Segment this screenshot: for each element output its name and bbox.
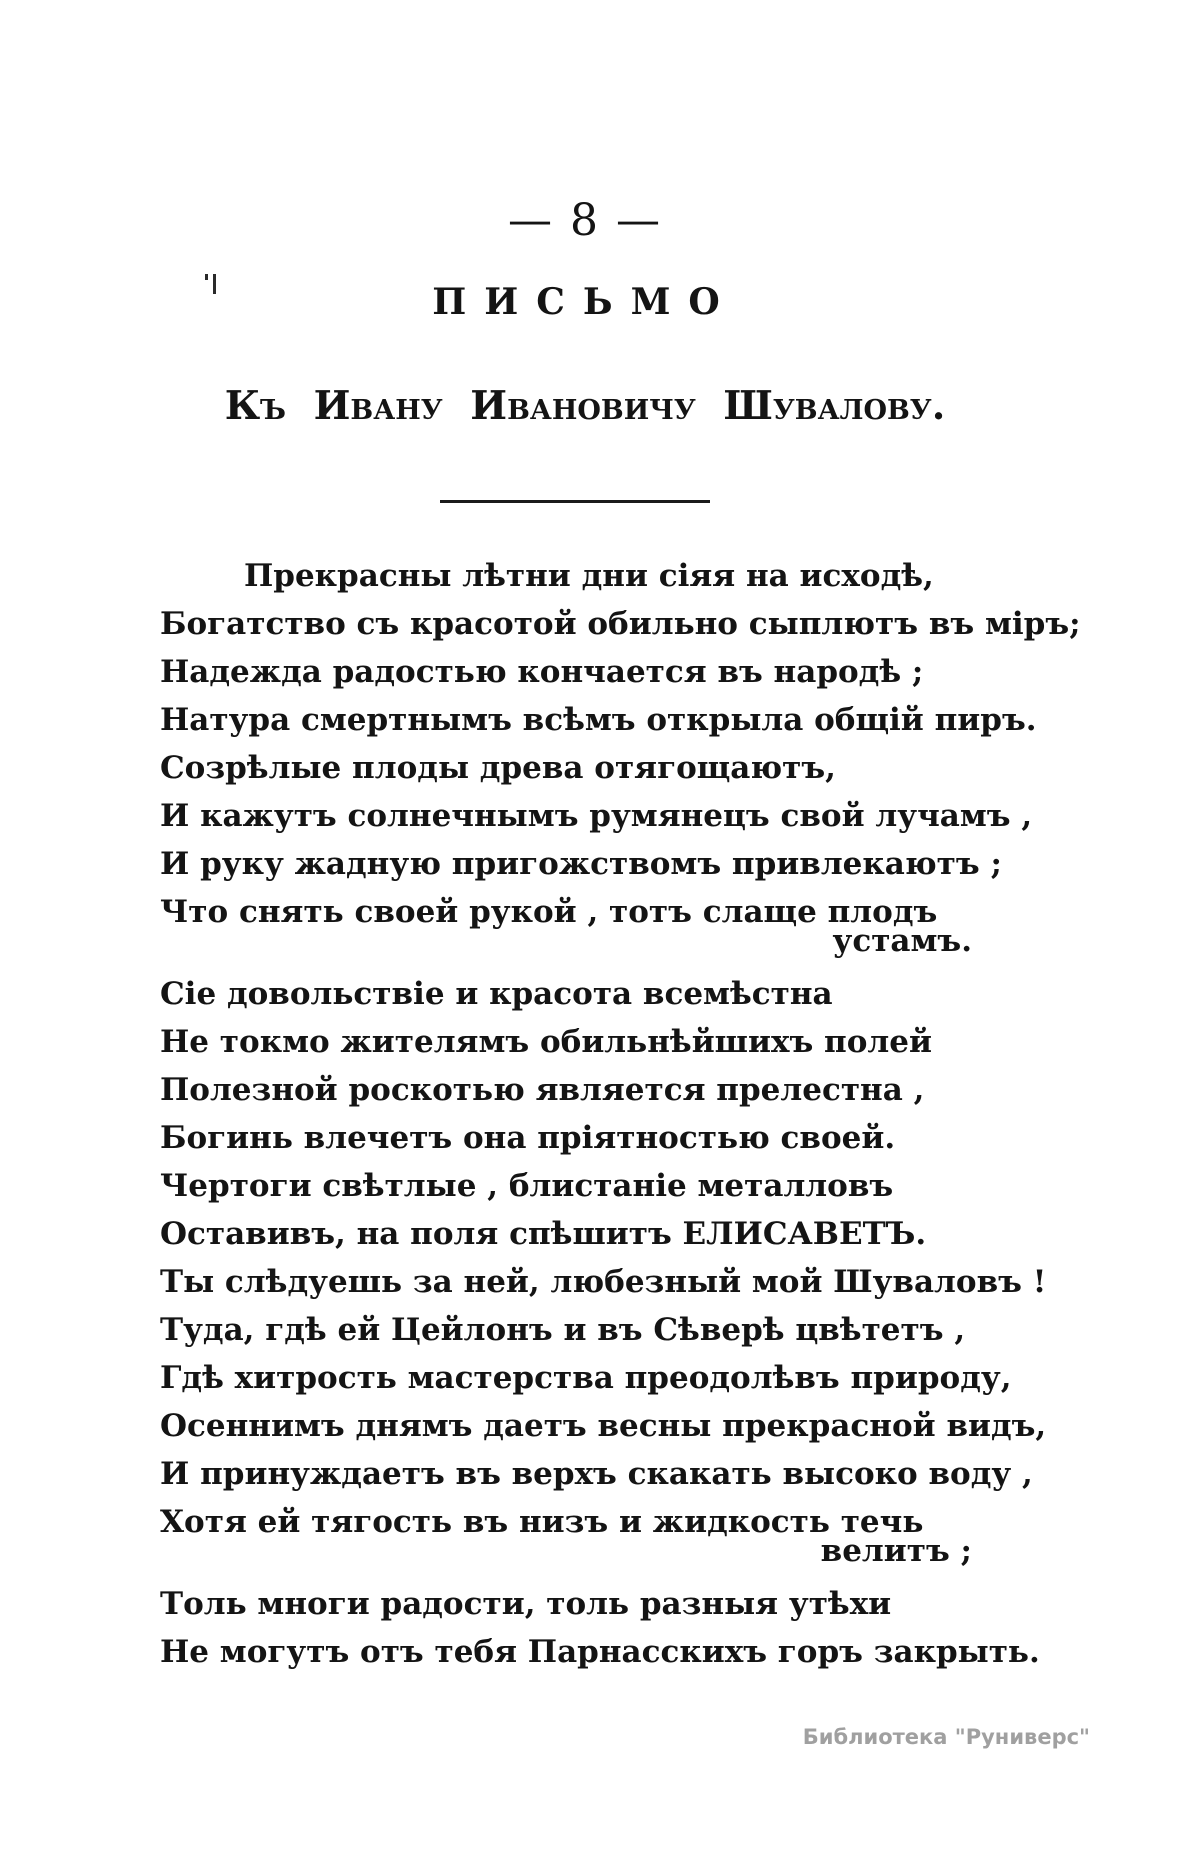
poem-line: Полезной роскотью является прелестна ,: [160, 1072, 925, 1108]
poem-line-continuation: устамъ.: [832, 923, 972, 959]
poem-line: Богинь влечетъ она прiятностью своей.: [160, 1120, 896, 1156]
poem-line: Чертоги свѣтлые , блистанiе металловъ: [160, 1168, 894, 1204]
poem-line: Хотя ей тягость въ низъ и жидкость течь: [160, 1504, 924, 1540]
poem-line: Осеннимъ днямъ даетъ весны прекрасной видъ,: [160, 1408, 1047, 1444]
poem-line: Не токмо жителямъ обильнѣйшихъ полей: [160, 1024, 932, 1060]
poem-line: Ты слѣдуешь за ней, любезный мой Шуваловъ !: [160, 1264, 1047, 1300]
poem-line: Натура смертнымъ всѣмъ открыла общiй пиръ.: [160, 702, 1037, 738]
poem-line: Оставивъ, на поля спѣшитъ ЕЛИСАВЕТЪ.: [160, 1216, 927, 1252]
library-credit: Библиотека "Руниверс": [802, 1725, 1090, 1749]
poem-line: Надежда радостью кончается въ народѣ ;: [160, 654, 924, 690]
poem-line: Созрѣлые плоды древа отягощаютъ,: [160, 750, 836, 786]
poem-line: Сiе довольствiе и красота всемѣстна: [160, 976, 833, 1012]
poem-line: И кажутъ солнечнымъ румянецъ свой лучамъ ,: [160, 798, 1033, 834]
poem-body: [160, 552, 1081, 1676]
poem-line: И принуждаетъ въ верхъ скакать высоко воду ,: [160, 1456, 1033, 1492]
letter-heading: ПИСЬМО: [432, 281, 738, 323]
section-divider-rule: [440, 500, 710, 503]
poem-line: Толь многи радости, толь разныя утѣхи: [160, 1586, 892, 1622]
letter-addressee: Къ Ивану Ивановичу Шувалову.: [224, 383, 946, 429]
poem-line: Не могутъ отъ тебя Парнасскихъ горъ закрыть.: [160, 1634, 1040, 1670]
poem-line: Прекрасны лѣтни дни сiяя на исходѣ,: [244, 558, 934, 594]
page-number: — 8 —: [508, 195, 662, 246]
poem-line: Туда, гдѣ ей Цейлонъ и въ Сѣверѣ цвѣтетъ ,: [160, 1312, 966, 1348]
poem-line: И руку жадную пригожствомъ привлекаютъ ;: [160, 846, 1002, 882]
poem-line-continuation: велитъ ;: [820, 1533, 972, 1569]
poem-line: Что снять своей рукой , тотъ слаще плодъ: [160, 894, 938, 930]
poem-line: Гдѣ хитрость мастерства преодолѣвъ природу,: [160, 1360, 1012, 1396]
poem-line: Богатство съ красотой обильно сыплютъ въ мiръ;: [160, 606, 1081, 642]
